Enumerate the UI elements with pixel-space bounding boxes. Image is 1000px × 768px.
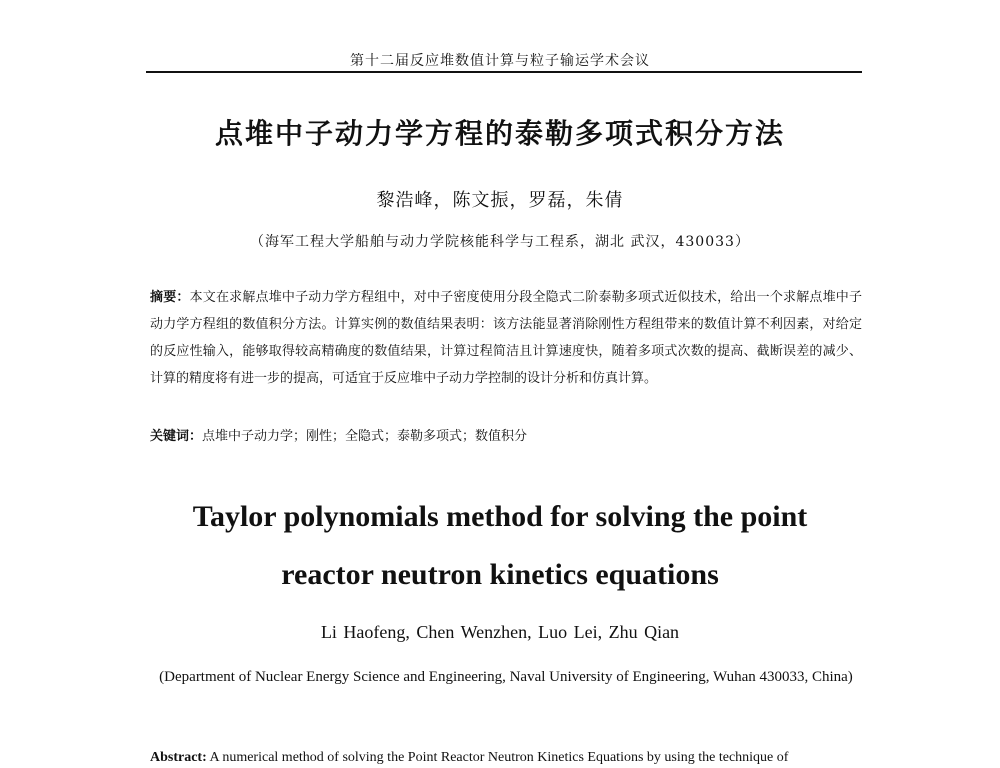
chinese-abstract (150, 284, 862, 392)
english-abstract-text: A numerical method of solving the Point Reactor Neutron Kinetics Equations by using the technique of (206, 750, 789, 765)
header-divider (146, 71, 862, 73)
english-title-line-1: Taylor polynomials method for solving the point (192, 500, 808, 533)
chinese-keywords-label: 关键词： (150, 429, 203, 444)
chinese-authors: 黎浩峰，陈文振，罗磊，朱倩 (376, 190, 624, 211)
english-abstract (150, 748, 862, 768)
english-abstract-label: Abstract: (150, 750, 207, 765)
conference-header: 第十二届反应堆数值计算与粒子输运学术会议 (350, 53, 650, 69)
chinese-affiliation: （海军工程大学船舶与动力学院核能科学与工程系，湖北 武汉，430033） (250, 234, 750, 250)
chinese-abstract-label: 摘要： (150, 290, 190, 305)
chinese-keywords-text: 点堆中子动力学；刚性；全隐式；泰勒多项式；数值积分 (202, 429, 528, 444)
english-authors: Li Haofeng, Chen Wenzhen, Luo Lei, Zhu Qian (320, 622, 680, 642)
chinese-abstract-text: 本文在求解点堆中子动力学方程组中，对中子密度使用分段全隐式二阶泰勒多项式近似技术，给出一个求解点堆中子动力学方程组的数值积分方法。计算实例的数值结果表明：该方法能显著消除刚性方程组带来的数值计算不利因素，对给定的反应性输入，能够取得较高精确度的数值结果，计算过程简洁且计算速度快，随着多项式次数的提高、截断误差的减少、计算的精度将有进一步的提高，可适宜于反应堆中子动力学控制的设计分析和仿真计算。 (150, 290, 862, 386)
chinese-keywords (150, 425, 862, 444)
english-title (0, 488, 1000, 604)
chinese-title: 点堆中子动力学方程的泰勒多项式积分方法 (214, 117, 785, 150)
english-title-line-2: reactor neutron kinetics equations (281, 558, 719, 591)
english-affiliation: (Department of Nuclear Energy Science and Engineering, Naval University of Engineering, Wuhan 430033, China) (159, 669, 853, 685)
